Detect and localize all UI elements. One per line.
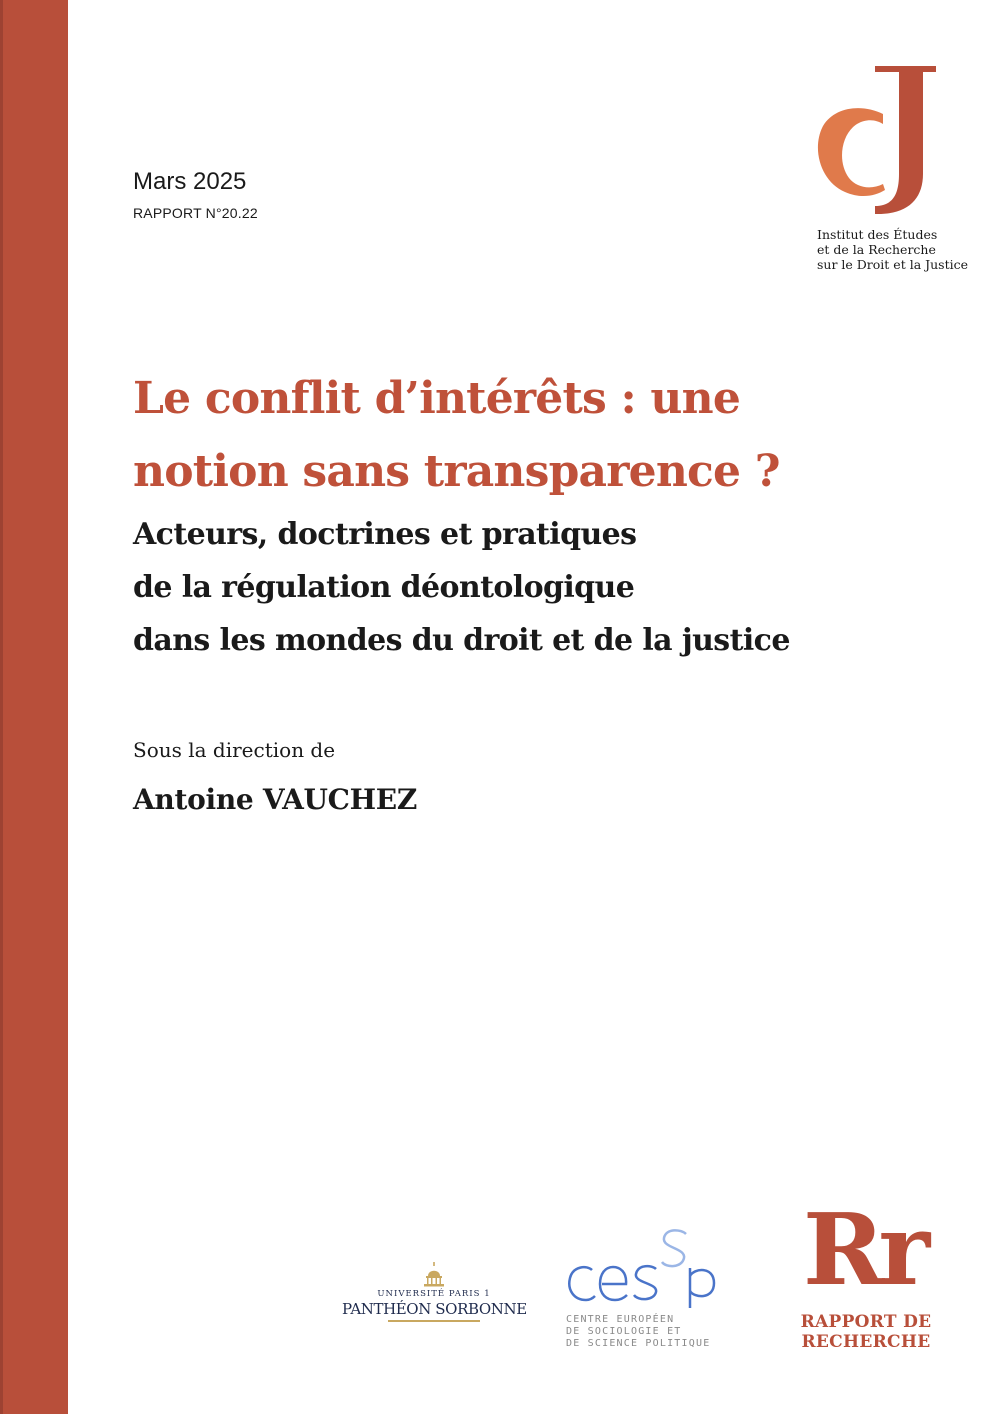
pantheon-name-line: PANTHÉON SORBONNE xyxy=(342,1300,527,1318)
subtitle-line: dans les mondes du droit et de la justice xyxy=(133,623,790,658)
cessp-logo xyxy=(566,1228,726,1352)
direction-label: Sous la direction de xyxy=(133,738,336,762)
rapport-recherche-logo xyxy=(796,1193,946,1356)
title-line: notion sans transparence ? xyxy=(133,446,780,497)
publication-date: Mars 2025 xyxy=(133,168,247,195)
cessp-caption-line: DE SCIENCE POLITIQUE xyxy=(566,1338,711,1349)
author-name: Antoine VAUCHEZ xyxy=(133,783,417,816)
left-bar-edge xyxy=(0,0,3,1414)
left-accent-bar xyxy=(0,0,68,1414)
document-title xyxy=(133,362,780,508)
logo-j-shape xyxy=(875,66,936,214)
cessp-wordmark xyxy=(566,1228,718,1308)
logo-c-shape xyxy=(818,108,885,196)
dj-monogram-icon xyxy=(813,64,938,216)
institute-caption-line: et de la Recherche xyxy=(817,242,936,257)
cessp-caption xyxy=(566,1314,710,1350)
document-subtitle xyxy=(133,508,790,667)
rr-caption-line: RAPPORT DE xyxy=(800,1312,932,1332)
institute-caption-line: sur le Droit et la Justice xyxy=(817,257,969,272)
cessp-caption-line: CENTRE EUROPÉEN xyxy=(566,1314,675,1325)
rr-caption xyxy=(796,1312,936,1352)
institute-caption xyxy=(817,227,968,272)
pantheon-university-line: UNIVERSITÉ PARIS 1 xyxy=(377,1289,491,1299)
pantheon-gold-rule xyxy=(388,1320,480,1322)
subtitle-line: de la régulation déontologique xyxy=(133,570,635,605)
rr-mark: Rr xyxy=(803,1193,925,1308)
institute-caption-line: Institut des Études xyxy=(817,227,938,242)
report-number: RAPPORT N°20.22 xyxy=(133,205,258,221)
pantheon-sorbonne-logo xyxy=(342,1262,526,1328)
cessp-caption-line: DE SOCIOLOGIE ET xyxy=(566,1326,682,1337)
pantheon-dome-icon xyxy=(422,1262,446,1288)
title-line: Le conflit d’intérêts : une xyxy=(133,373,741,424)
subtitle-line: Acteurs, doctrines et pratiques xyxy=(133,517,637,552)
rr-caption-line: RECHERCHE xyxy=(801,1332,931,1352)
